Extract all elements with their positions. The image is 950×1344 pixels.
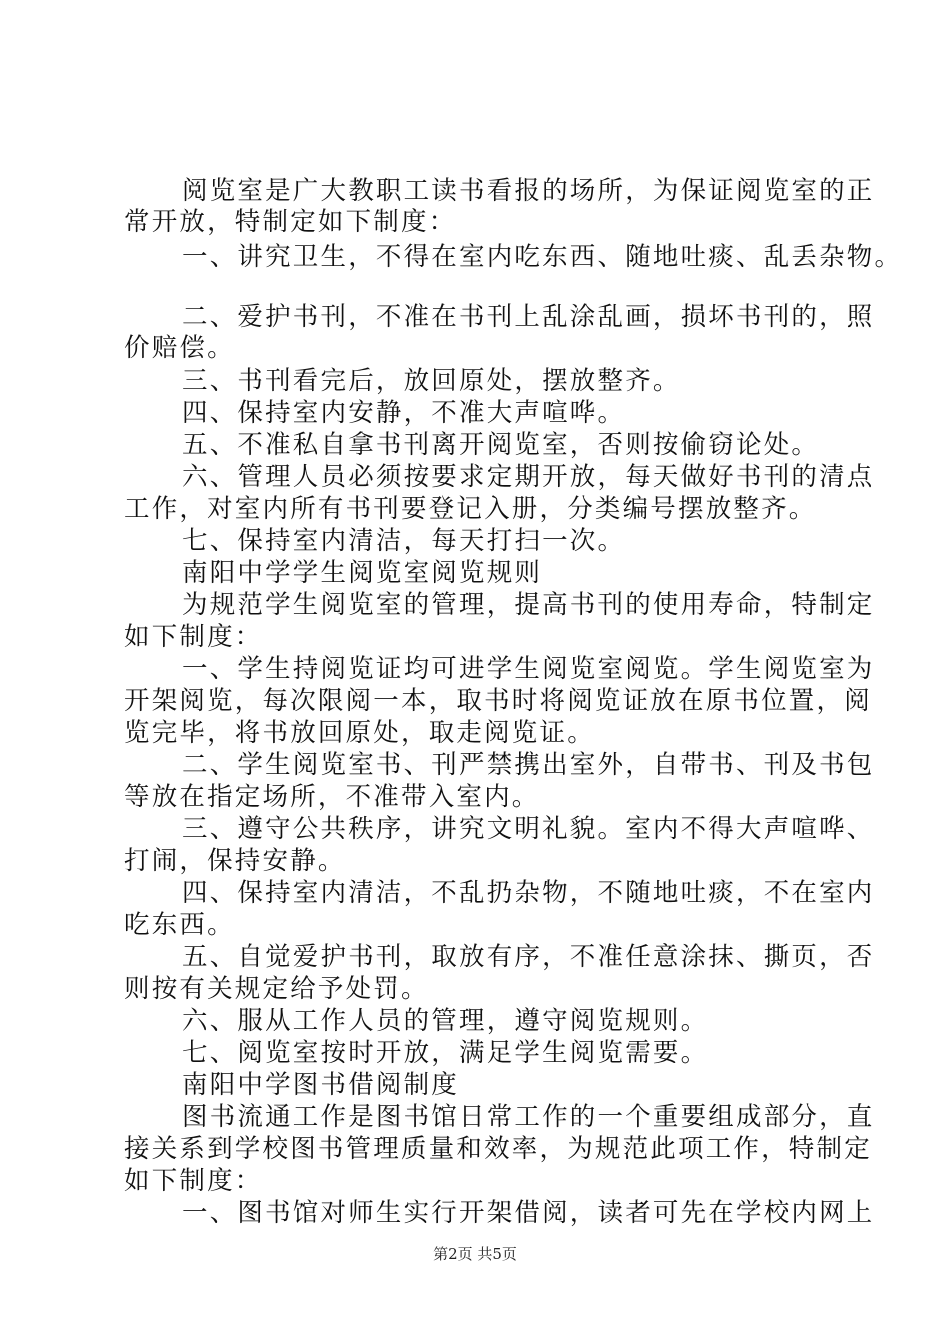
text-line: 一、学生持阅览证均可进学生阅览室阅览。学生阅览室为 [182, 654, 875, 684]
text-line: 览完毕，将书放回原处，取走阅览证。 [124, 718, 595, 748]
text-line: 如下制度： [124, 1166, 263, 1196]
section-heading: 南阳中学学生阅览室阅览规则 [182, 558, 543, 588]
text-line: 六、管理人员必须按要求定期开放，每天做好书刊的清点 [182, 462, 875, 492]
text-line: 七、保持室内清洁，每天打扫一次。 [182, 526, 626, 556]
text-line: 常开放，特制定如下制度： [124, 207, 457, 237]
text-line: 三、书刊看完后，放回原处，摆放整齐。 [182, 366, 681, 396]
text-line: 二、爱护书刊，不准在书刊上乱涂乱画，损坏书刊的，照 [182, 302, 875, 332]
text-line: 工作，对室内所有书刊要登记入册，分类编号摆放整齐。 [124, 494, 817, 524]
text-line: 四、保持室内清洁，不乱扔杂物，不随地吐痰，不在室内 [182, 878, 875, 908]
page-number: 第2页 共5页 [433, 1245, 517, 1263]
text-line: 打闹，保持安静。 [124, 846, 346, 876]
text-line: 等放在指定场所，不准带入室内。 [124, 782, 540, 812]
text-line: 吃东西。 [124, 910, 235, 940]
text-line: 一、图书馆对师生实行开架借阅，读者可先在学校内网上 [182, 1198, 875, 1228]
section-heading: 南阳中学图书借阅制度 [182, 1070, 460, 1100]
text-line: 开架阅览，每次限阅一本，取书时将阅览证放在原书位置，阅 [124, 686, 872, 716]
text-line: 为规范学生阅览室的管理，提高书刊的使用寿命，特制定 [182, 590, 875, 620]
page-footer [0, 1244, 950, 1264]
text-line: 如下制度： [124, 622, 263, 652]
text-line: 接关系到学校图书管理质量和效率，为规范此项工作，特制定 [124, 1134, 872, 1164]
text-line: 图书流通工作是图书馆日常工作的一个重要组成部分，直 [182, 1102, 875, 1132]
text-line: 七、阅览室按时开放，满足学生阅览需要。 [182, 1038, 709, 1068]
text-line: 阅览室是广大教职工读书看报的场所，为保证阅览室的正 [182, 176, 875, 206]
text-line: 三、遵守公共秩序，讲究文明礼貌。室内不得大声喧哗、 [182, 814, 875, 844]
text-line: 则按有关规定给予处罚。 [124, 974, 429, 1004]
text-line: 价赔偿。 [124, 333, 235, 363]
text-line: 一、讲究卫生，不得在室内吃东西、随地吐痰、乱丢杂物。 [182, 242, 903, 272]
text-line: 四、保持室内安静，不准大声喧哗。 [182, 398, 626, 428]
text-line: 五、自觉爱护书刊，取放有序，不准任意涂抹、撕页，否 [182, 942, 875, 972]
text-line: 五、不准私自拿书刊离开阅览室，否则按偷窃论处。 [182, 430, 820, 460]
text-line: 二、学生阅览室书、刊严禁携出室外，自带书、刊及书包 [182, 750, 875, 780]
text-line: 六、服从工作人员的管理，遵守阅览规则。 [182, 1006, 709, 1036]
